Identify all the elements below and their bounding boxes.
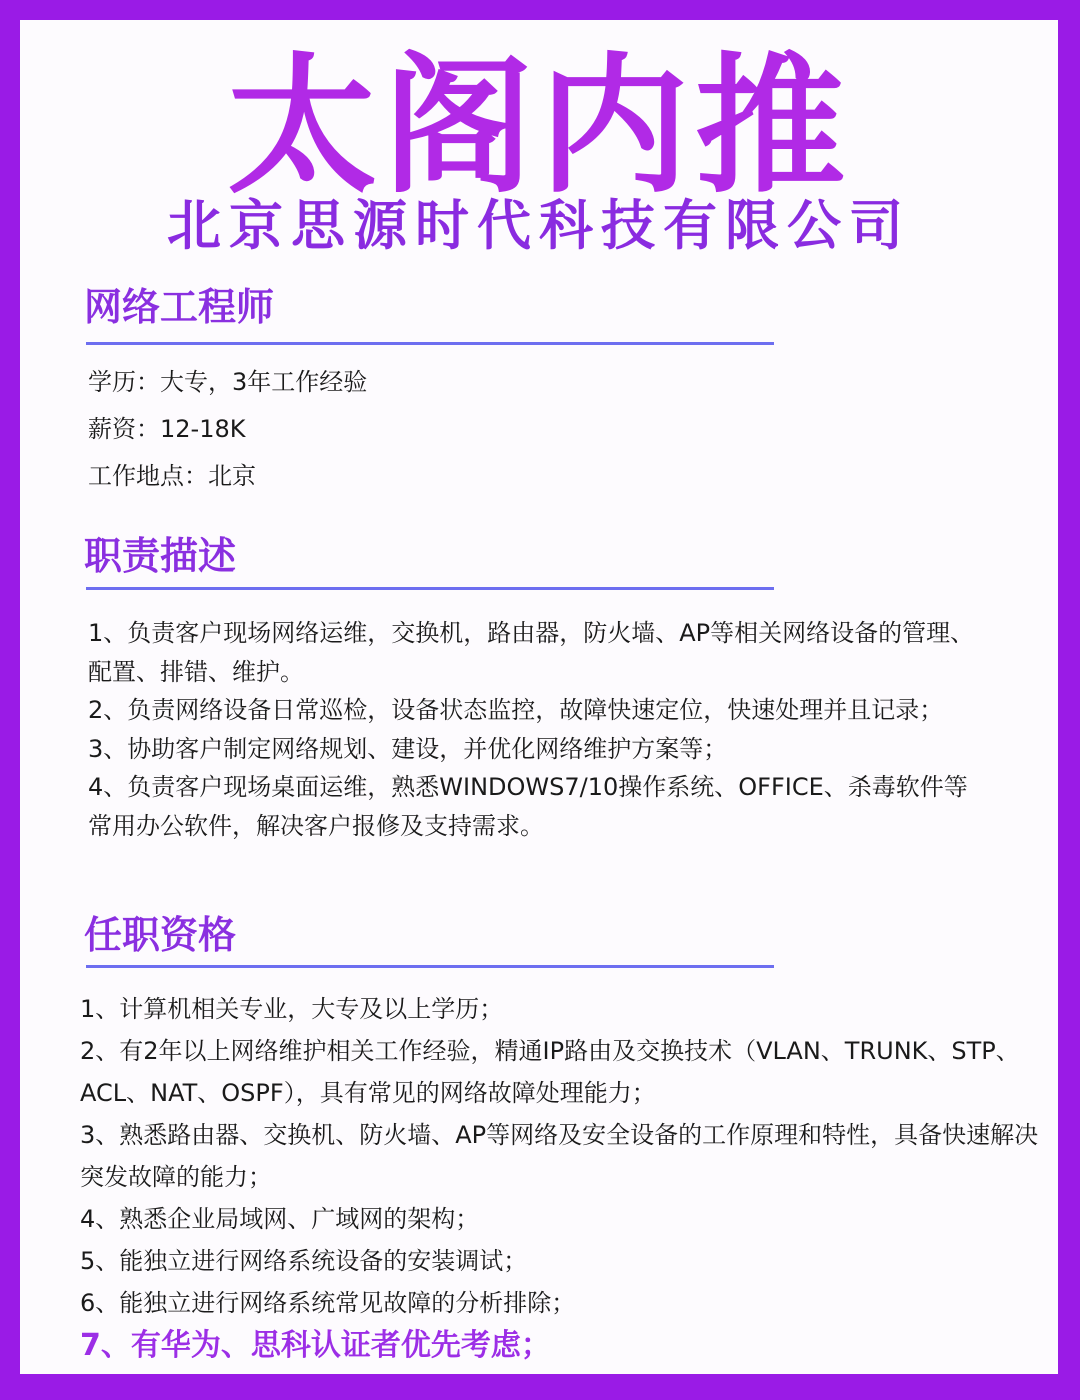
job-title: 网络工程师 [84,285,275,329]
qualifications-divider [86,965,774,968]
salary: 薪资：12-18K [88,415,246,443]
duty-item: 4、负责客户现场桌面运维，熟悉WINDOWS7/10操作系统、OFFICE、杀毒软件等常用办公软件，解决客户报修及支持需求。 [88,773,968,840]
poster-card [20,20,1058,1374]
duty-item: 3、协助客户制定网络规划、建设，并优化网络维护方案等； [88,734,728,763]
company-name: 北京思源时代科技有限公司 [167,194,911,257]
qualification-item: 3、熟悉路由器、交换机、防火墙、AP等网络及安全设备的工作原理和特性，具备快速解决突发故障的能力； [80,1121,1039,1191]
duties-title: 职责描述 [84,534,237,578]
qualification-item-highlight: 7、有华为、思科认证者优先考虑； [80,1328,551,1363]
education-requirement: 学历：大专，3年工作经验 [88,368,368,396]
duties-divider [86,587,774,590]
qualification-item: 4、熟悉企业局域网、广域网的架构； [80,1205,480,1233]
qualification-item: 2、有2年以上网络维护相关工作经验，精通IP路由及交换技术（VLAN、TRUNK、STP、ACL、NAT、OSPF），具有常见的网络故障处理能力； [80,1037,1020,1107]
qualifications-title: 任职资格 [84,913,237,957]
duties-list [88,614,988,845]
qualifications-list [80,988,1055,1368]
duty-item: 1、负责客户现场网络运维，交换机，路由器，防火墙、AP等相关网络设备的管理、配置、排错、维护。 [88,619,975,686]
work-location: 工作地点：北京 [88,462,256,490]
duty-item: 2、负责网络设备日常巡检，设备状态监控，故障快速定位，快速处理并且记录； [88,696,944,724]
qualification-item: 6、能独立进行网络系统常见故障的分析排除； [80,1289,576,1317]
job-title-divider [86,342,774,345]
qualification-item: 1、计算机相关专业，大专及以上学历； [80,995,504,1023]
poster-title: 太阁内推 [226,40,851,214]
qualification-item: 5、能独立进行网络系统设备的安装调试； [80,1247,528,1275]
